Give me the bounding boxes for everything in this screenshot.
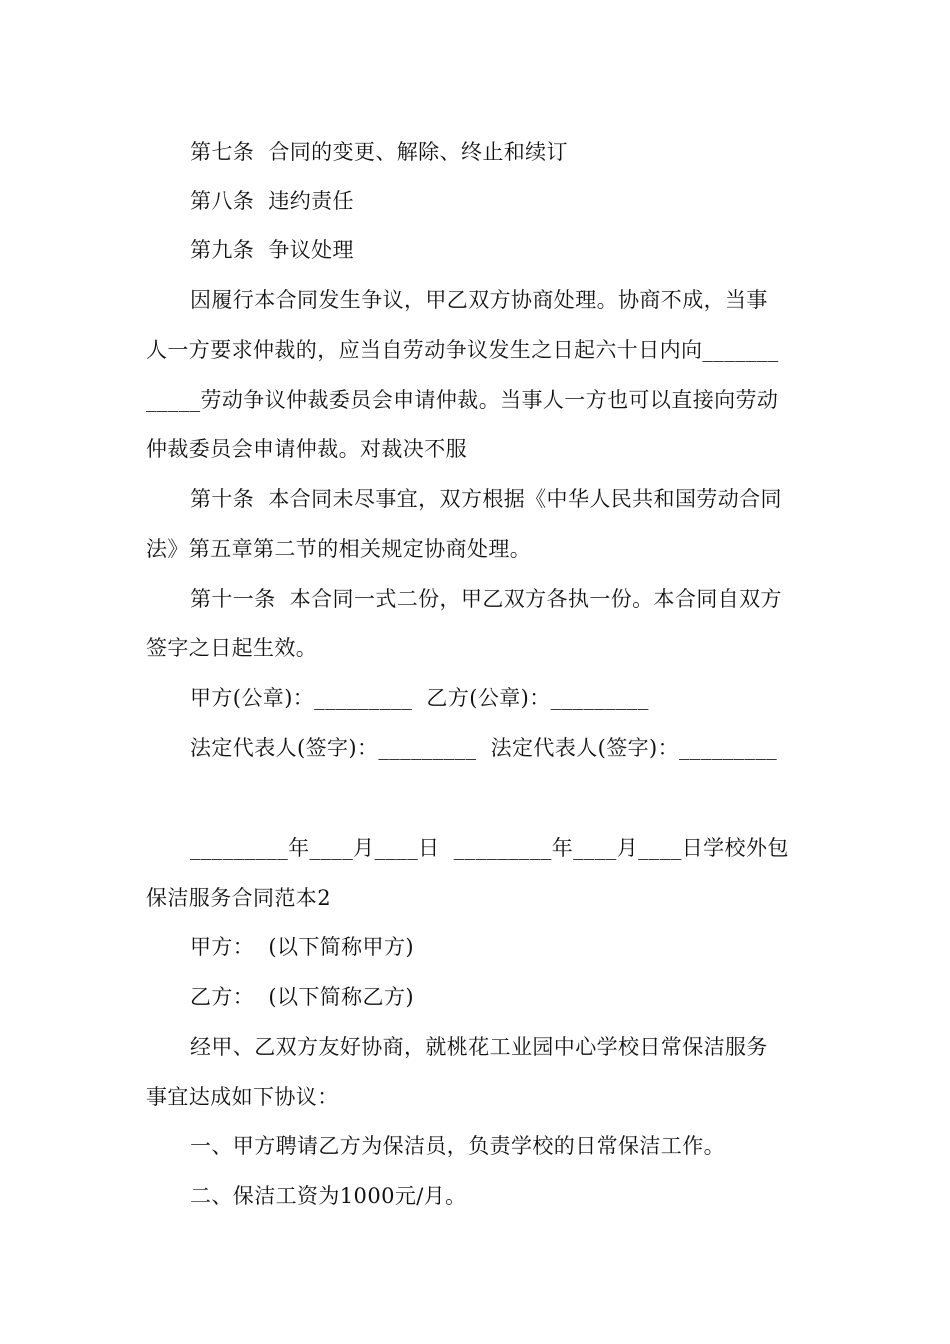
agreement-intro-line-2: 事宜达成如下协议： [146, 1085, 339, 1109]
legal-rep-signature-line: 法定代表人(签字)：_________ 法定代表人(签字)：_________ [190, 736, 778, 760]
date-line: _________年____月____日 _________年____月____日学校外包 [190, 836, 789, 860]
article-7-heading: 第七条 合同的变更、解除、终止和续订 [190, 140, 568, 164]
clause-1: 一、甲方聘请乙方为保洁员，负责学校的日常保洁工作。 [190, 1134, 725, 1158]
agreement-intro-line-1: 经甲、乙双方友好协商，就桃花工业园中心学校日常保洁服务 [190, 1035, 768, 1059]
article-10-line-2: 法》第五章第二节的相关规定协商处理。 [146, 537, 532, 561]
dispute-paragraph-line-1: 因履行本合同发生争议，甲乙双方协商处理。协商不成，当事 [190, 288, 768, 312]
article-10-line-1: 第十条 本合同未尽事宜，双方根据《中华人民共和国劳动合同 [190, 487, 782, 511]
article-11-line-1: 第十一条 本合同一式二份，甲乙双方各执一份。本合同自双方 [190, 587, 782, 611]
dispute-paragraph-line-4: 仲裁委员会申请仲裁。对裁决不服 [146, 437, 467, 461]
article-11-line-2: 签字之日起生效。 [146, 636, 318, 660]
dispute-paragraph-line-3: _____劳动争议仲裁委员会申请仲裁。当事人一方也可以直接向劳动 [146, 388, 779, 412]
dispute-paragraph-line-2: 人一方要求仲裁的，应当自劳动争议发生之日起六十日内向_______ [146, 338, 779, 362]
sample-2-title: 保洁服务合同范本2 [146, 886, 331, 910]
party-b-line: 乙方： (以下简称乙方) [190, 985, 414, 1009]
article-8-heading: 第八条 违约责任 [190, 189, 354, 213]
clause-2: 二、保洁工资为1000元/月。 [190, 1184, 467, 1208]
party-seal-line: 甲方(公章)：_________ 乙方(公章)：_________ [190, 686, 649, 710]
article-9-heading: 第九条 争议处理 [190, 238, 354, 262]
party-a-line: 甲方： (以下简称甲方) [190, 935, 414, 959]
